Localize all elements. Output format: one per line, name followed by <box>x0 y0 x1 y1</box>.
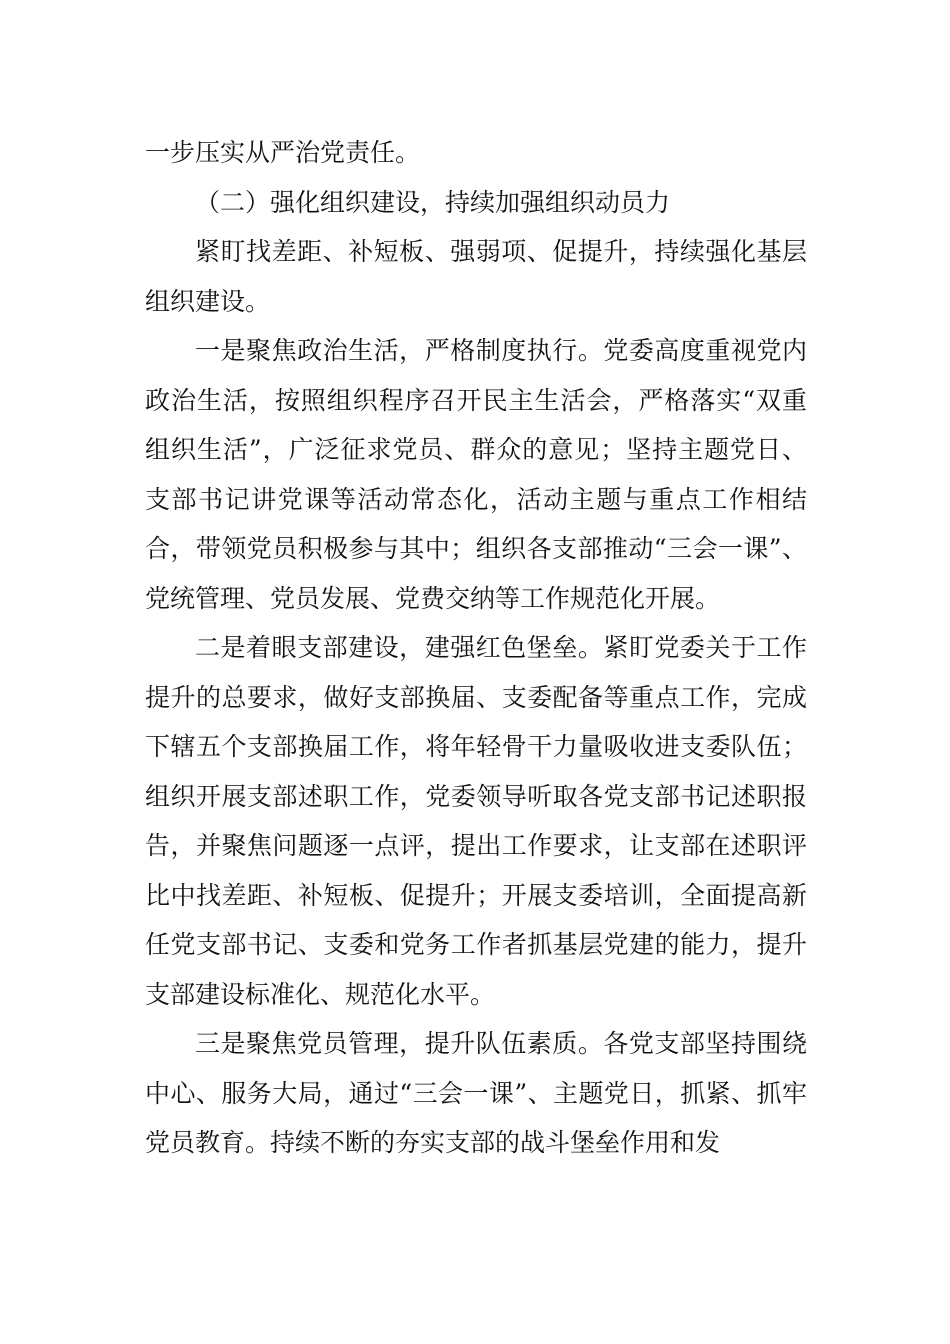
document-body <box>145 128 807 1168</box>
body-paragraph-political-life: 一是聚焦政治生活，严格制度执行。党委高度重视党内政治生活，按照组织程序召开民主生活会，严格落实“双重组织生活”，广泛征求党员、群众的意见；坚持主题党日、支部书记讲党课等活动常态化，活动主题与重点工作相结合，带领党员积极参与其中；组织各支部推动“三会一课”、党统管理、党员发展、党费交纳等工作规范化开展。 <box>145 336 807 613</box>
section-heading: （二）强化组织建设，持续加强组织动员力 <box>195 187 671 217</box>
continuation-paragraph: 一步压实从严治党责任。 <box>145 138 421 167</box>
intro-paragraph: 紧盯找差距、补短板、强弱项、促提升，持续强化基层组织建设。 <box>145 237 807 316</box>
body-paragraph-branch-building: 二是着眼支部建设，建强红色堡垒。紧盯党委关于工作提升的总要求，做好支部换届、支委配备等重点工作，完成下辖五个支部换届工作，将年轻骨干力量吸收进支委队伍；组织开展支部述职工作，党委领导听取各党支部书记述职报告，并聚焦问题逐一点评，提出工作要求，让支部在述职评比中找差距、补短板、促提升；开展支委培训，全面提高新任党支部书记、支委和党务工作者抓基层党建的能力，提升支部建设标准化、规范化水平。 <box>145 633 807 1009</box>
body-paragraph-member-management: 三是聚焦党员管理，提升队伍素质。各党支部坚持围绕中心、服务大局，通过“三会一课”、主题党日，抓紧、抓牢党员教育。持续不断的夯实支部的战斗堡垒作用和发 <box>145 1029 807 1157</box>
